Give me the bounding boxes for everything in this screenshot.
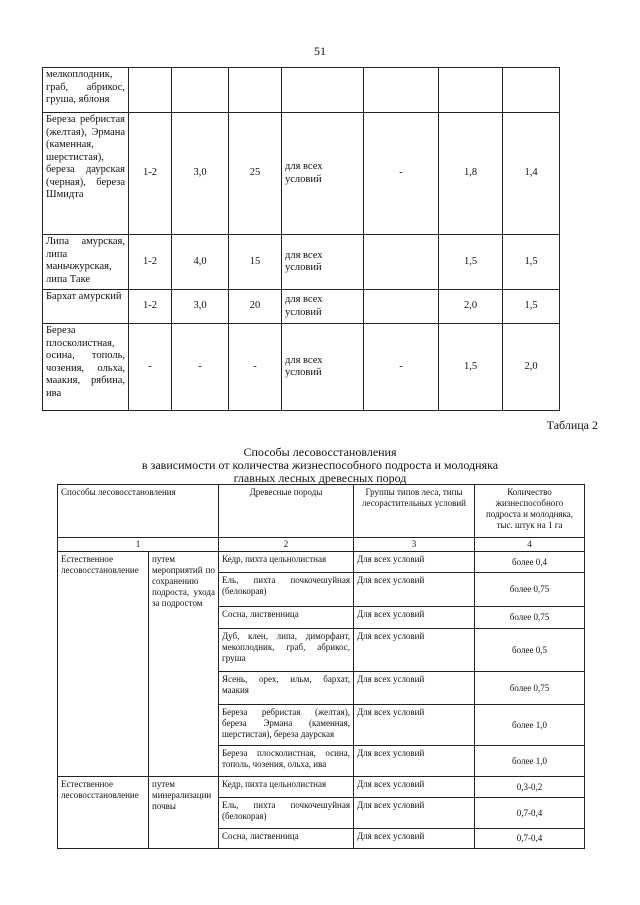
submethod-cell: путем минерализации почвы <box>149 777 219 849</box>
condition-cell: Для всех условий <box>354 777 475 798</box>
table-cell: - <box>364 324 439 411</box>
table-cell <box>503 68 560 113</box>
table-cell: 3,0 <box>172 290 229 324</box>
condition-cell: Для всех условий <box>354 798 475 829</box>
species-cell: Сосна, лиственница <box>219 607 354 629</box>
table-row <box>43 68 560 113</box>
species-cell: Береза плосколистная, осина, тополь, чозения, ольха, ива <box>219 746 354 777</box>
table-cell <box>364 68 439 113</box>
species-cell: Ель, пихта почкочешуйная (белокорая) <box>219 798 354 829</box>
table-row <box>43 235 560 290</box>
table-cell: 25 <box>229 113 282 235</box>
table-row <box>43 290 560 324</box>
table-cell: 1-2 <box>129 290 172 324</box>
table-cell <box>439 68 503 113</box>
species-cell: Береза ребристая (желтая), Эрмана (каменная, шерстистая), береза даурская (черная), береза Шмидта <box>43 113 129 235</box>
table-cell <box>129 68 172 113</box>
column-number: 2 <box>219 538 354 552</box>
method-cell: Естественное лесовосстановление <box>58 552 149 777</box>
table-cell: 1,5 <box>439 324 503 411</box>
condition-cell: Для всех условий <box>354 629 475 672</box>
table-cell: 2,0 <box>503 324 560 411</box>
column-number: 1 <box>58 538 219 552</box>
species-cell: Дуб, клен, липа, диморфант, мекоплодник, граб, абрикос, груша <box>219 629 354 672</box>
species-cell: Ель, пихта почкочешуйная (белокорая) <box>219 573 354 607</box>
species-cell: Береза ребристая (желтая), береза Эрмана (каменная, шерстистая), береза даурская <box>219 705 354 746</box>
table-cell <box>282 68 364 113</box>
quantity-cell: 0,7-0,4 <box>475 829 585 849</box>
table-cell: 1-2 <box>129 235 172 290</box>
table-cell <box>364 235 439 290</box>
table-cell: для всех условий <box>282 324 364 411</box>
table-cell: 1-2 <box>129 113 172 235</box>
table-cell <box>172 68 229 113</box>
quantity-cell: более 0,5 <box>475 629 585 672</box>
table-title-line: главных лесных древесных пород <box>233 471 407 485</box>
condition-cell: Для всех условий <box>354 573 475 607</box>
species-cell: мелкоплодник, граб, абрикос, груша, яблоня <box>43 68 129 113</box>
table-row <box>58 777 585 798</box>
table-cell: для всех условий <box>282 235 364 290</box>
header-row <box>58 485 585 538</box>
column-number: 4 <box>475 538 585 552</box>
condition-cell: Для всех условий <box>354 829 475 849</box>
header-methods: Способы лесовосстановления <box>58 485 219 538</box>
table-label: Таблица 2 <box>546 418 598 432</box>
table-title-line: Способы лесовосстановления <box>243 445 397 459</box>
species-cell: Ясень, орех, ильм, бархат, маакия <box>219 672 354 705</box>
species-cell: Кедр, пихта цельнолистная <box>219 552 354 573</box>
species-cell: Сосна, лиственница <box>219 829 354 849</box>
quantity-cell: более 1,0 <box>475 746 585 777</box>
header-species: Древесные породы <box>219 485 354 538</box>
table-cell: - <box>364 113 439 235</box>
table-cell: 1,8 <box>439 113 503 235</box>
header-quantity: Количество жизнеспособного подроста и молодняка, тыс. штук на 1 га <box>475 485 585 538</box>
species-cell: Береза плосколистная, осина, тополь, чозения, ольха, маакия, рябина, ива <box>43 324 129 411</box>
table-cell: 2,0 <box>439 290 503 324</box>
condition-cell: Для всех условий <box>354 672 475 705</box>
submethod-cell: путем мероприятий по сохранению подроста, ухода за подростом <box>149 552 219 777</box>
quantity-cell: более 1,0 <box>475 705 585 746</box>
quantity-cell: 0,3-0,2 <box>475 777 585 798</box>
table-cell: - <box>229 324 282 411</box>
table-row <box>58 552 585 573</box>
table-row <box>43 113 560 235</box>
page-number: 51 <box>314 44 326 58</box>
table-cell: 1,4 <box>503 113 560 235</box>
table-cell: 3,0 <box>172 113 229 235</box>
table-row <box>43 324 560 411</box>
table-title-line: в зависимости от количества жизнеспособного подроста и молодняка <box>141 458 499 472</box>
species-cell: Бархат амурский <box>43 290 129 324</box>
table-cell: - <box>129 324 172 411</box>
table-cell: 4,0 <box>172 235 229 290</box>
condition-cell: Для всех условий <box>354 746 475 777</box>
condition-cell: Для всех условий <box>354 607 475 629</box>
column-number: 3 <box>354 538 475 552</box>
table-cell: 1,5 <box>503 235 560 290</box>
species-parameters-table <box>42 67 560 411</box>
table-cell: 1,5 <box>439 235 503 290</box>
quantity-cell: более 0,4 <box>475 552 585 573</box>
quantity-cell: более 0,75 <box>475 573 585 607</box>
species-cell: Кедр, пихта цельнолистная <box>219 777 354 798</box>
table-cell: 15 <box>229 235 282 290</box>
table-cell: 1,5 <box>503 290 560 324</box>
quantity-cell: 0,7-0,4 <box>475 798 585 829</box>
table-cell: 20 <box>229 290 282 324</box>
table-cell: для всех условий <box>282 113 364 235</box>
table-cell: для всех условий <box>282 290 364 324</box>
header-forest-groups: Группы типов леса, типы лесорастительных условий <box>354 485 475 538</box>
table-cell <box>229 68 282 113</box>
reforestation-methods-table <box>57 484 585 849</box>
table-cell <box>364 290 439 324</box>
column-number-row <box>58 538 585 552</box>
species-cell: Липа амурская, липа маньчжурская, липа Таке <box>43 235 129 290</box>
condition-cell: Для всех условий <box>354 552 475 573</box>
quantity-cell: более 0,75 <box>475 607 585 629</box>
method-cell: Естественное лесовосстановление <box>58 777 149 849</box>
quantity-cell: более 0,75 <box>475 672 585 705</box>
table-cell: - <box>172 324 229 411</box>
condition-cell: Для всех условий <box>354 705 475 746</box>
